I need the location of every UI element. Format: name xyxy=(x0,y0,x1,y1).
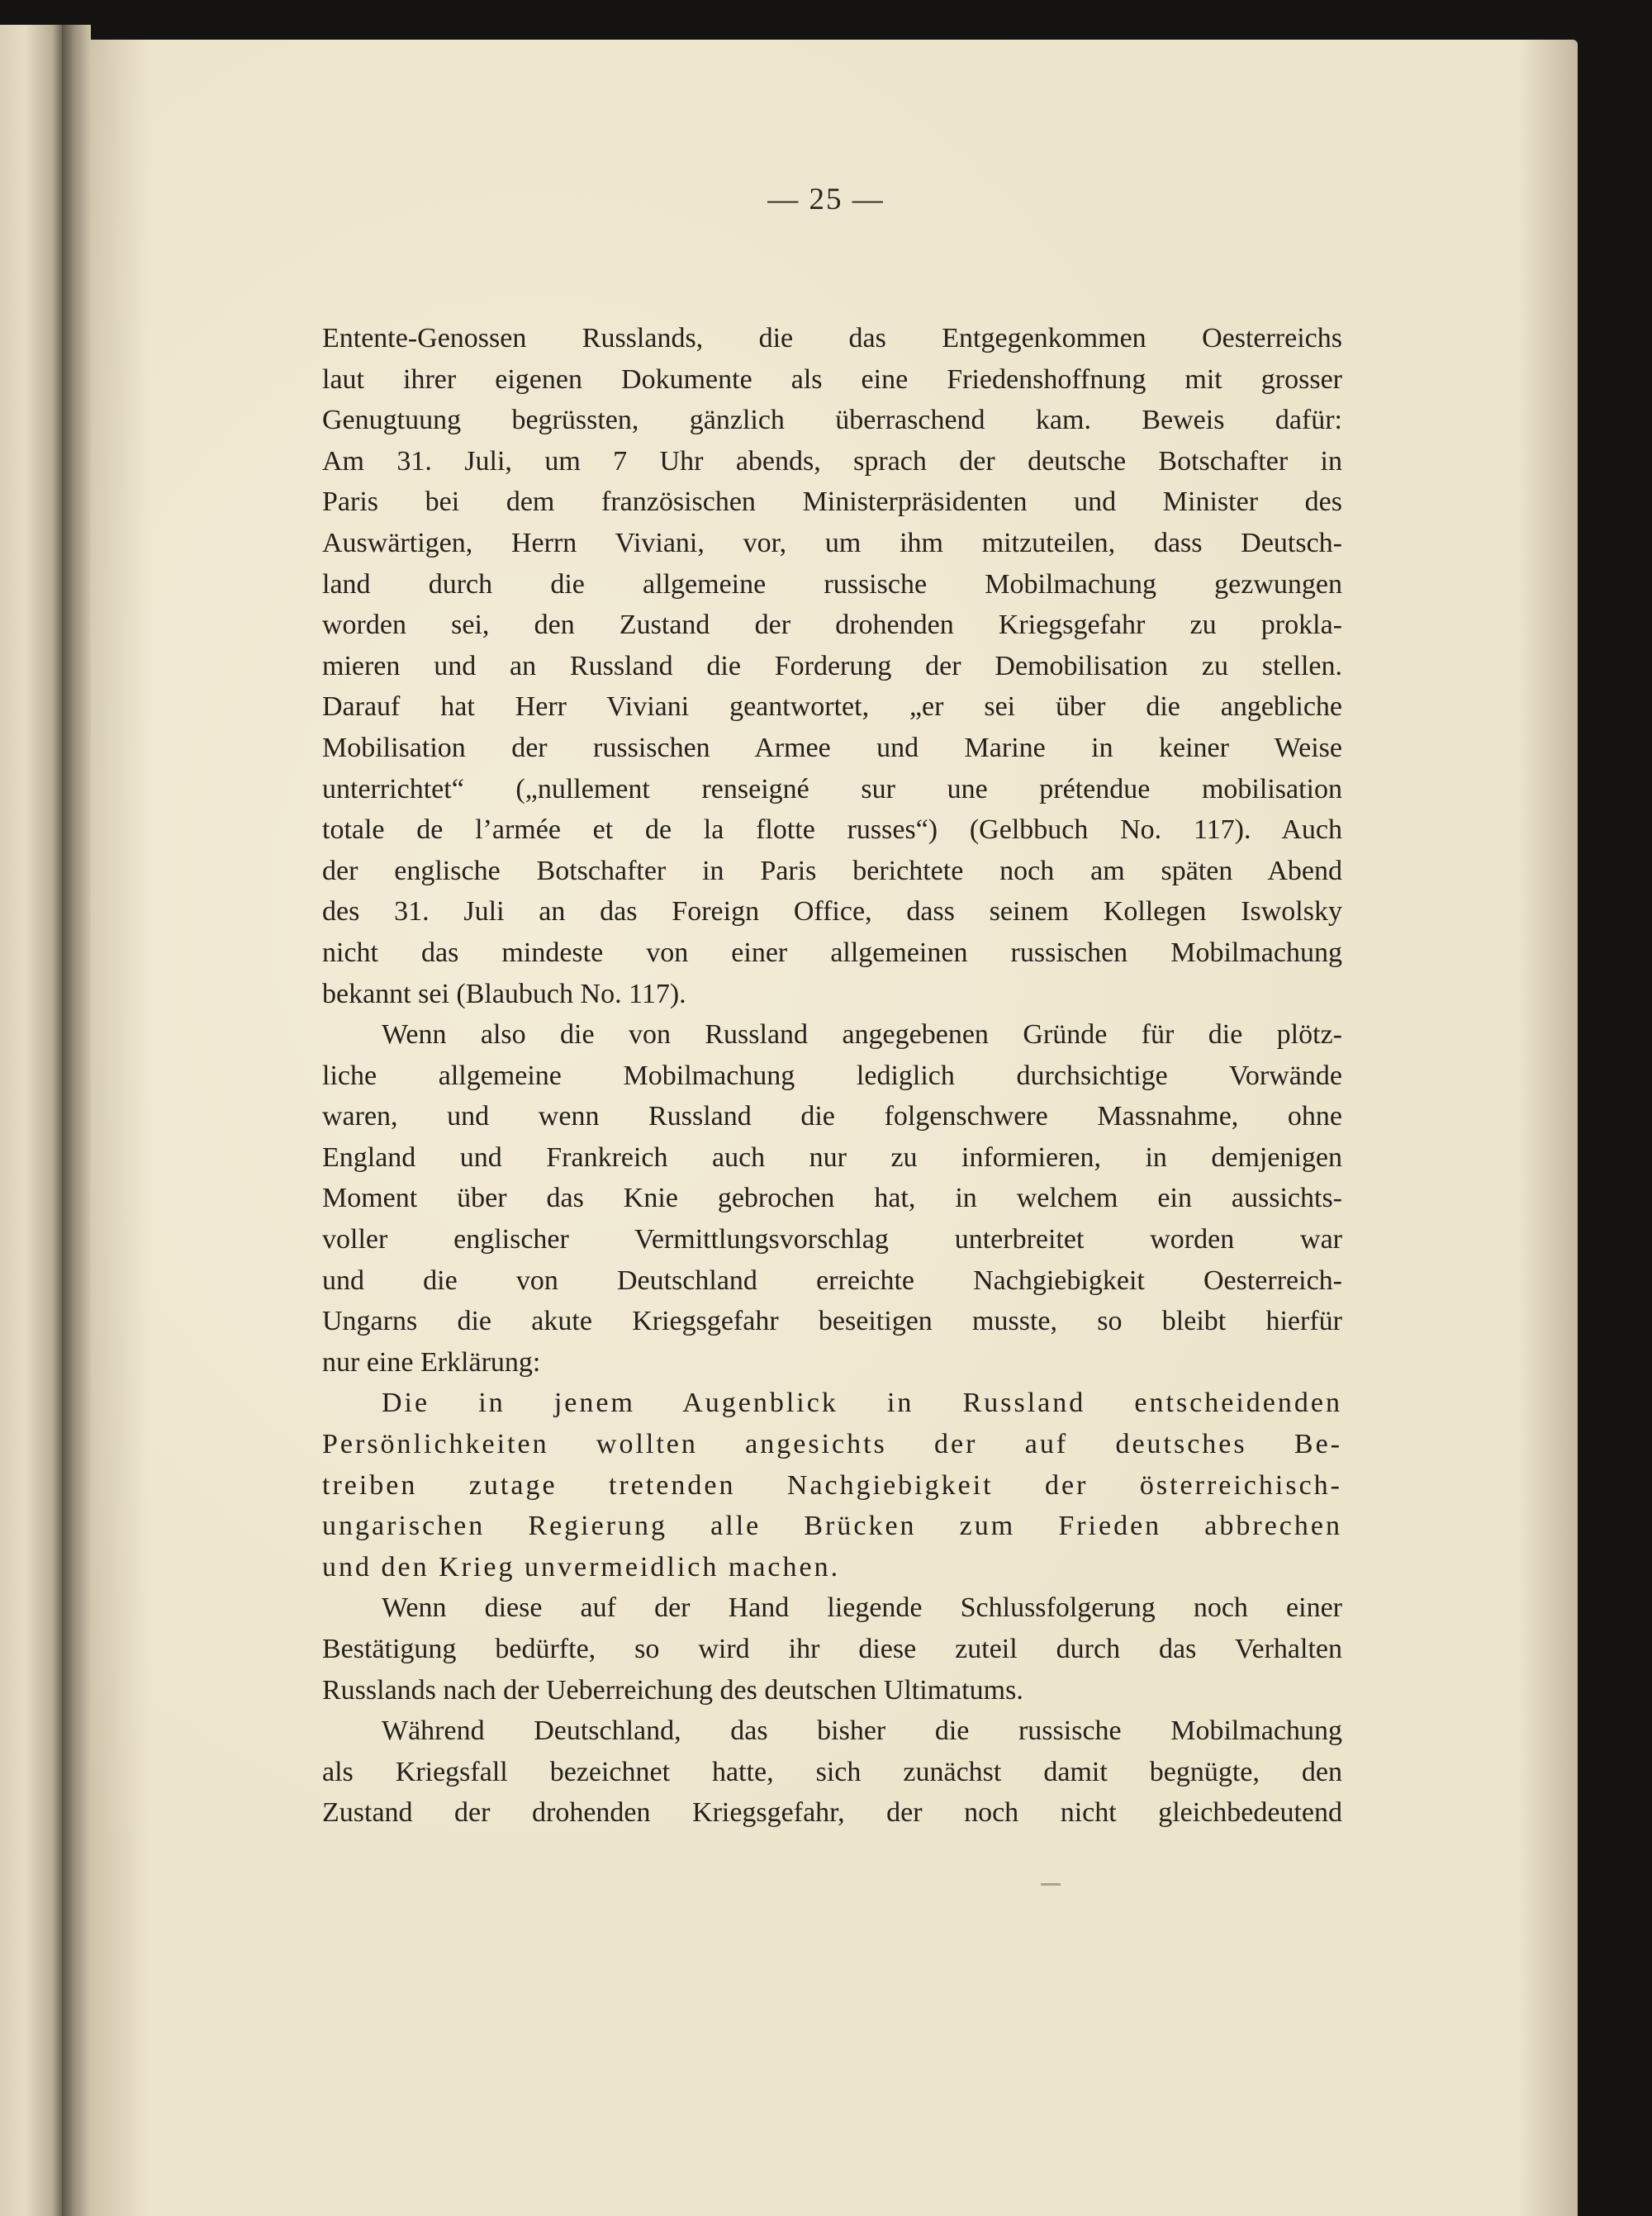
text-line: Zustand der drohenden Kriegsgefahr, der noch nicht gleichbedeutend xyxy=(322,1797,1342,1829)
text-line: unterrichtet“ („nullement renseigné sur une prétendue mobilisation xyxy=(322,773,1342,804)
text-line: Darauf hat Herr Viviani geantwortet, „er sei über die angebliche xyxy=(322,691,1342,723)
text-line: England und Frankreich auch nur zu informieren, in demjenigen xyxy=(322,1141,1342,1173)
ink-speck xyxy=(1041,1883,1061,1886)
text-line: totale de l’armée et de la flotte russes“) (Gelbbuch No. 117). Auch xyxy=(322,814,1342,846)
text-line: als Kriegsfall bezeichnet hatte, sich zunächst damit begnügte, den xyxy=(322,1756,1342,1787)
text-line: mieren und an Russland die Forderung der Demobilisation zu stellen. xyxy=(322,650,1342,681)
facing-page-edge xyxy=(0,25,62,2216)
text-line: der englische Botschafter in Paris berichtete noch am späten Abend xyxy=(322,855,1342,886)
text-line: Persönlichkeiten wollten angesichts der auf deutsches Be- xyxy=(322,1429,1342,1460)
text-line: Moment über das Knie gebrochen hat, in welchem ein aussichts- xyxy=(322,1183,1342,1214)
text-line: Wenn also die von Russland angegebenen Gründe für die plötz- xyxy=(382,1019,1342,1051)
text-line: voller englischer Vermittlungsvorschlag unterbreitet worden war xyxy=(322,1224,1342,1255)
text-line: bekannt sei (Blaubuch No. 117). xyxy=(322,978,686,1009)
text-line: ungarischen Regierung alle Brücken zum Frieden abbrechen xyxy=(322,1511,1342,1542)
text-line: Ungarns die akute Kriegsgefahr beseitigen musste, so bleibt hierfür xyxy=(322,1306,1342,1337)
text-line: und die von Deutschland erreichte Nachgiebigkeit Oesterreich- xyxy=(322,1265,1342,1296)
text-line: und den Krieg unvermeidlich machen. xyxy=(322,1551,841,1583)
text-line: Wenn diese auf der Hand liegende Schlussfolgerung noch einer xyxy=(382,1592,1342,1624)
text-line: Die in jenem Augenblick in Russland entscheidenden xyxy=(382,1388,1342,1419)
text-line: Genugtuung begrüssten, gänzlich überraschend kam. Beweis dafür: xyxy=(322,405,1342,436)
text-line: Entente-Genossen Russlands, die das Entgegenkommen Oesterreichs xyxy=(322,323,1342,354)
body-text xyxy=(322,318,1342,1834)
text-line: liche allgemeine Mobilmachung lediglich durchsichtige Vorwände xyxy=(322,1060,1342,1091)
text-line: waren, und wenn Russland die folgenschwere Massnahme, ohne xyxy=(322,1101,1342,1132)
text-line: laut ihrer eigenen Dokumente als eine Friedenshoffnung mit grosser xyxy=(322,363,1342,395)
text-line: worden sei, den Zustand der drohenden Kriegsgefahr zu prokla- xyxy=(322,610,1342,641)
text-line: Bestätigung bedürfte, so wird ihr diese zuteil durch das Verhalten xyxy=(322,1634,1342,1664)
text-line: des 31. Juli an das Foreign Office, dass seinem Kollegen Iswolsky xyxy=(322,896,1342,928)
text-line: Paris bei dem französischen Ministerpräsidenten und Minister des xyxy=(322,486,1342,518)
text-line: Am 31. Juli, um 7 Uhr abends, sprach der deutsche Botschafter in xyxy=(322,445,1342,477)
text-line: Auswärtigen, Herrn Viviani, vor, um ihm mitzuteilen, dass Deutsch- xyxy=(322,527,1342,558)
text-line: nur eine Erklärung: xyxy=(322,1346,541,1378)
text-line: Mobilisation der russischen Armee und Marine in keiner Weise xyxy=(322,732,1342,763)
text-line: Während Deutschland, das bisher die russische Mobilmachung xyxy=(382,1715,1342,1747)
text-line: nicht das mindeste von einer allgemeinen russischen Mobilmachung xyxy=(322,937,1342,968)
book-gutter xyxy=(62,25,91,2216)
text-line: land durch die allgemeine russische Mobilmachung gezwungen xyxy=(322,568,1342,600)
page-number: — 25 — xyxy=(767,183,885,216)
text-line: treiben zutage tretenden Nachgiebigkeit der österreichisch- xyxy=(322,1469,1342,1501)
text-line: Russlands nach der Ueberreichung des deutschen Ultimatums. xyxy=(322,1674,1023,1706)
